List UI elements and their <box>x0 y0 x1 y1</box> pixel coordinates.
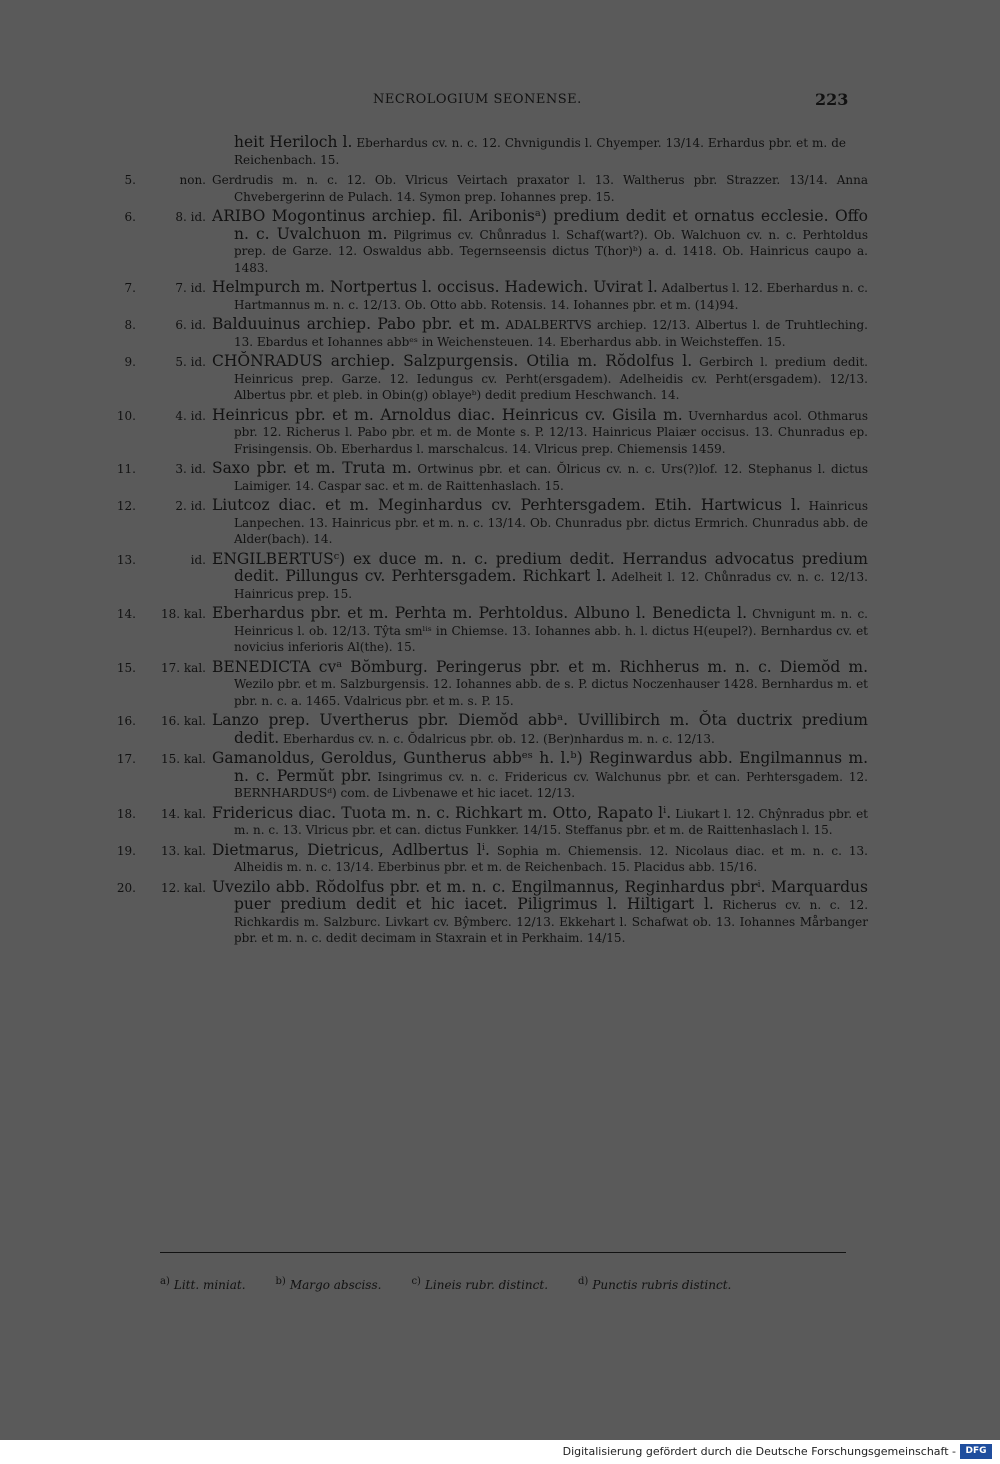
entry-day-number: 15. <box>116 660 136 675</box>
funding-credit: Digitalisierung gefördert durch die Deutsche Forschungsgemeinschaft - <box>562 1445 956 1458</box>
entry-roman-date: 17. kal. <box>161 660 206 675</box>
entry-later-additions: ADALBERTVS archiep. 12/13. Albertus l. de Truhtleching. 13. Ebardus et Iohannes abbᵉˢ in Weichensteuen. 14. Eberhardus abb. in Weichsteffen. 15. <box>234 318 868 349</box>
entry-text <box>212 750 868 802</box>
entry-text <box>212 208 868 276</box>
entry-row <box>0 551 1000 603</box>
entry-roman-date: 6. id. <box>175 318 206 332</box>
entry-day-number: 8. <box>124 318 136 332</box>
entry-text <box>234 134 846 168</box>
entry-later-additions: Chvnigunt m. n. c. Heinricus l. ob. 12/13. Tŷta smˡⁱˢ in Chiemse. 13. Iohannes abb. h. l. dictus H(eupel?). Bernhardus cv. et novicius inferioris Al(the). 15. <box>234 607 869 654</box>
entry-later-additions: Gerbirch l. predium dedit. Heinricus prep. Garze. 12. Iedungus cv. Perht(ersgadem). Adelheidis cv. Perht(ersgadem). 12/13. Albertus pbr. et pleb. in Obin(g) oblayeᵇ) dedit predium Heschwanch. 14. <box>234 355 868 402</box>
entry-day-number: 20. <box>116 880 136 895</box>
entry-roman-date: 15. kal. <box>161 752 206 766</box>
entry-text <box>212 805 868 839</box>
entry-roman-date: id. <box>190 552 206 567</box>
footnote <box>578 1276 731 1292</box>
entry-day-number: 16. <box>116 714 136 728</box>
entry-text <box>212 171 868 205</box>
entry-row <box>0 750 1000 802</box>
entry-day-number: 10. <box>116 408 136 423</box>
entry-later-additions: Isingrimus cv. n. c. Fridericus cv. Walchunus pbr. et can. Perhtersgadem. 12. BERNHARDUSᵈ) com. de Livbenawe et hic iacet. 12/13. <box>234 769 868 800</box>
entry-row <box>0 659 1000 710</box>
entry-row <box>0 712 1000 747</box>
entry-main-names: Fridericus diac. Tuota m. n. c. Richkart m. Otto, Rapato lⁱ. <box>212 803 672 822</box>
entry-roman-date: 7. id. <box>175 281 206 295</box>
entry-day-number: 11. <box>116 462 136 476</box>
entry-text <box>212 316 868 350</box>
footnote <box>411 1276 548 1292</box>
running-title: NECROLOGIUM SEONENSE. <box>373 92 582 107</box>
entry-roman-date: non. <box>179 173 206 187</box>
footnote-mark: d) <box>578 1276 589 1287</box>
footnote-text: Litt. miniat. <box>173 1278 246 1292</box>
entry-later-additions: Sophia m. Chiemensis. 12. Nicolaus diac. et m. n. c. 13. Alheidis m. n. c. 13/14. Eberbinus pbr. et m. de Reichenbach. 15. Placidus abb. 15/16. <box>234 843 868 874</box>
entry-roman-date: 5. id. <box>175 355 206 369</box>
entry-main-names: ARIBO Mogontinus archiep. fil. Aribonisᵃ) predium dedit et ornatus ecclesie. Offo n. c. Uvalchuon m. <box>212 207 868 243</box>
entry-main-names: ENGILBERTUSᶜ) ex duce m. n. c. predium dedit. Herrandus advocatus predium dedit. Pillungus cv. Perhtersgadem. Richkart l. <box>212 549 868 585</box>
entry-day-number: 9. <box>124 355 136 369</box>
entry-later-additions: Richerus cv. n. c. 12. Richkardis m. Salzburc. Livkart cv. Bŷmberc. 12/13. Ekkehart l. Schafwat ob. 13. Iohannes Mårbanger pbr. et m. n. c. dedit decimam in Staxrain et in Perkhaim. 14/15. <box>234 898 869 945</box>
entry-main-names: Helmpurch m. Nortpertus l. occisus. Hadewich. Uvirat l. <box>212 278 658 296</box>
entry-row <box>0 171 1000 205</box>
entry-main-names: heit Heriloch l. <box>234 133 353 151</box>
entry-later-additions: Adalbertus l. 12. Eberhardus n. c. Hartmannus m. n. c. 12/13. Ob. Otto abb. Rotensis. 14. Iohannes pbr. et m. (14)94. <box>234 281 868 312</box>
entry-text <box>212 551 868 603</box>
entry-later-additions: Wezilo pbr. et m. Salzburgensis. 12. Iohannes abb. de s. P. dictus Noczenhauser 1428. Bernhardus m. et pbr. n. c. a. 1465. Vdalricus pbr. et m. s. P. 15. <box>234 677 868 708</box>
entry-main-names: Liutcoz diac. et m. Meginhardus cv. Perhtersgadem. Etih. Hartwicus l. <box>212 496 801 514</box>
entry-main-names: Lanzo prep. Uvertherus pbr. Diemŏd abbᵃ. Uvillibirch m. Ŏta ductrix predium dedit. <box>212 711 868 747</box>
footnotes <box>160 1276 850 1292</box>
entry-day-number: 5. <box>124 173 136 187</box>
entry-later-additions: Adelheit l. 12. Chůnradus cv. n. c. 12/13. Hainricus prep. 15. <box>234 570 868 601</box>
entry-roman-date: 4. id. <box>175 408 206 423</box>
footnote-rule <box>160 1252 846 1253</box>
entry-row <box>0 805 1000 839</box>
entry-row <box>0 842 1000 876</box>
entry-row <box>0 407 1000 458</box>
entry-main-names: Eberhardus pbr. et m. Perhta m. Perhtoldus. Albuno l. Benedicta l. <box>212 604 748 622</box>
entry-later-additions: Hainricus Lanpechen. 13. Hainricus pbr. et m. n. c. 13/14. Ob. Chunradus pbr. dictus Ermrich. Chunradus abb. de Alder(bach). 14. <box>234 499 868 546</box>
entry-text <box>212 279 868 313</box>
entry-text <box>212 879 868 947</box>
footnote-text: Lineis rubr. distinct. <box>424 1278 549 1292</box>
entry-text <box>212 605 868 656</box>
entry-day-number: 7. <box>124 281 136 295</box>
entry-main-names: Gamanoldus, Geroldus, Guntherus abbᵉˢ h. l.ᵇ) Reginwardus abb. Engilmannus m. n. c. Permŭt pbr. <box>212 749 868 785</box>
dfg-logo: DFG <box>960 1444 992 1459</box>
necrology-entries <box>0 134 1000 950</box>
entry-main-names: CHŎNRADUS archiep. Salzpurgensis. Otilia m. Rŏdolfus l. <box>212 352 693 370</box>
entry-later-additions: Ortwinus pbr. et can. Ŏlricus cv. n. c. Urs(?)lof. 12. Stephanus l. dictus Laimiger. 14. Caspar sac. et m. de Raittenhaslach. 15. <box>234 462 868 493</box>
entry-text <box>212 407 868 458</box>
entry-row <box>0 353 1000 404</box>
entry-text <box>212 497 868 548</box>
entry-main-names: Saxo pbr. et m. Truta m. <box>212 459 412 477</box>
footnote-text: Punctis rubris distinct. <box>592 1278 732 1292</box>
entry-roman-date: 3. id. <box>175 462 206 476</box>
entry-later-additions: Liukart l. 12. Chŷnradus pbr. et m. n. c. 13. Vlricus pbr. et can. dictus Funkker. 14/15. Steffanus pbr. et m. de Raittenhaslach l. 15. <box>234 806 868 837</box>
page-number: 223 <box>815 90 849 109</box>
entry-main-names: Heinricus pbr. et m. Arnoldus diac. Heinricus cv. Gisila m. <box>212 405 683 424</box>
entry-day-number: 18. <box>116 806 136 821</box>
entry-main-names: BENEDICTA cvᵃ Bŏmburg. Peringerus pbr. et m. Richherus m. n. c. Diemŏd m. <box>212 657 868 676</box>
footnote-text: Margo absciss. <box>289 1278 382 1292</box>
entry-text <box>212 460 868 494</box>
entry-row <box>0 605 1000 656</box>
entry-roman-date: 18. kal. <box>161 607 206 621</box>
entry-text <box>212 353 868 404</box>
footnote <box>276 1276 382 1292</box>
entry-row <box>0 208 1000 276</box>
footnote-mark: c) <box>411 1276 421 1287</box>
entry-text <box>212 659 868 710</box>
entry-row <box>0 879 1000 947</box>
entry-main-names: Balduuinus archiep. Pabo pbr. et m. <box>212 315 501 333</box>
digitization-footer <box>0 1440 1000 1464</box>
entry-day-number: 14. <box>116 607 136 621</box>
entry-row <box>0 497 1000 548</box>
entry-later-additions: Gerdrudis m. n. c. 12. Ob. Vlricus Veirtach praxator l. 13. Waltherus pbr. Strazzer. 13/14. Anna Chvebergerinn de Pulach. 14. Symon prep. Iohannes prep. 15. <box>212 173 868 204</box>
footnote-mark: b) <box>275 1276 286 1287</box>
entry-text <box>212 842 868 876</box>
entry-roman-date: 2. id. <box>175 499 206 513</box>
entry-roman-date: 16. kal. <box>161 714 206 728</box>
footnote-mark: a) <box>160 1276 170 1287</box>
entry-day-number: 17. <box>116 752 136 766</box>
entry-later-additions: Eberhardus cv. n. c. 12. Chvnigundis l. Chyemper. 13/14. Erhardus pbr. et m. de Reichenbach. 15. <box>234 136 846 167</box>
entry-main-names: Dietmarus, Dietricus, Adlbertus lⁱ. <box>212 840 490 859</box>
entry-day-number: 13. <box>116 552 136 567</box>
entry-roman-date: 13. kal. <box>161 843 206 858</box>
entry-day-number: 19. <box>116 843 136 858</box>
entry-row <box>0 134 1000 168</box>
entry-main-names: Uvezilo abb. Rŏdolfus pbr. et m. n. c. Engilmannus, Reginhardus pbrⁱ. Marquardus puer predium dedit et hic iacet. Piligrimus l. Hiltigart l. <box>212 877 868 913</box>
entry-later-additions: Uvernhardus acol. Othmarus pbr. 12. Richerus l. Pabo pbr. et m. de Monte s. P. 12/13. Hainricus Plaiær occisus. 13. Chunradus ep. Frisingensis. Ob. Eberhardus l. marschalcus. 14. Vlricus prep. Chiemensis 1459. <box>234 408 869 456</box>
entry-later-additions: Pilgrimus cv. Chůnradus l. Schaf(wart?). Ob. Walchuon cv. n. c. Perhtoldus prep. de Garze. 12. Oswaldus abb. Tegernseensis dictus T(hor)ᵇ) a. d. 1418. Ob. Hainricus caupo a. 1483. <box>234 227 869 275</box>
page-header <box>0 92 1000 114</box>
entry-roman-date: 14. kal. <box>161 806 206 821</box>
entry-day-number: 12. <box>116 499 136 513</box>
entry-row <box>0 316 1000 350</box>
entry-row <box>0 460 1000 494</box>
entry-text <box>212 712 868 747</box>
entry-row <box>0 279 1000 313</box>
entry-roman-date: 12. kal. <box>161 880 206 895</box>
entry-roman-date: 8. id. <box>175 210 206 224</box>
entry-day-number: 6. <box>124 210 136 224</box>
footnote <box>160 1276 246 1292</box>
entry-later-additions: Eberhardus cv. n. c. Ŏdalricus pbr. ob. 12. (Ber)nhardus m. n. c. 12/13. <box>279 731 715 746</box>
